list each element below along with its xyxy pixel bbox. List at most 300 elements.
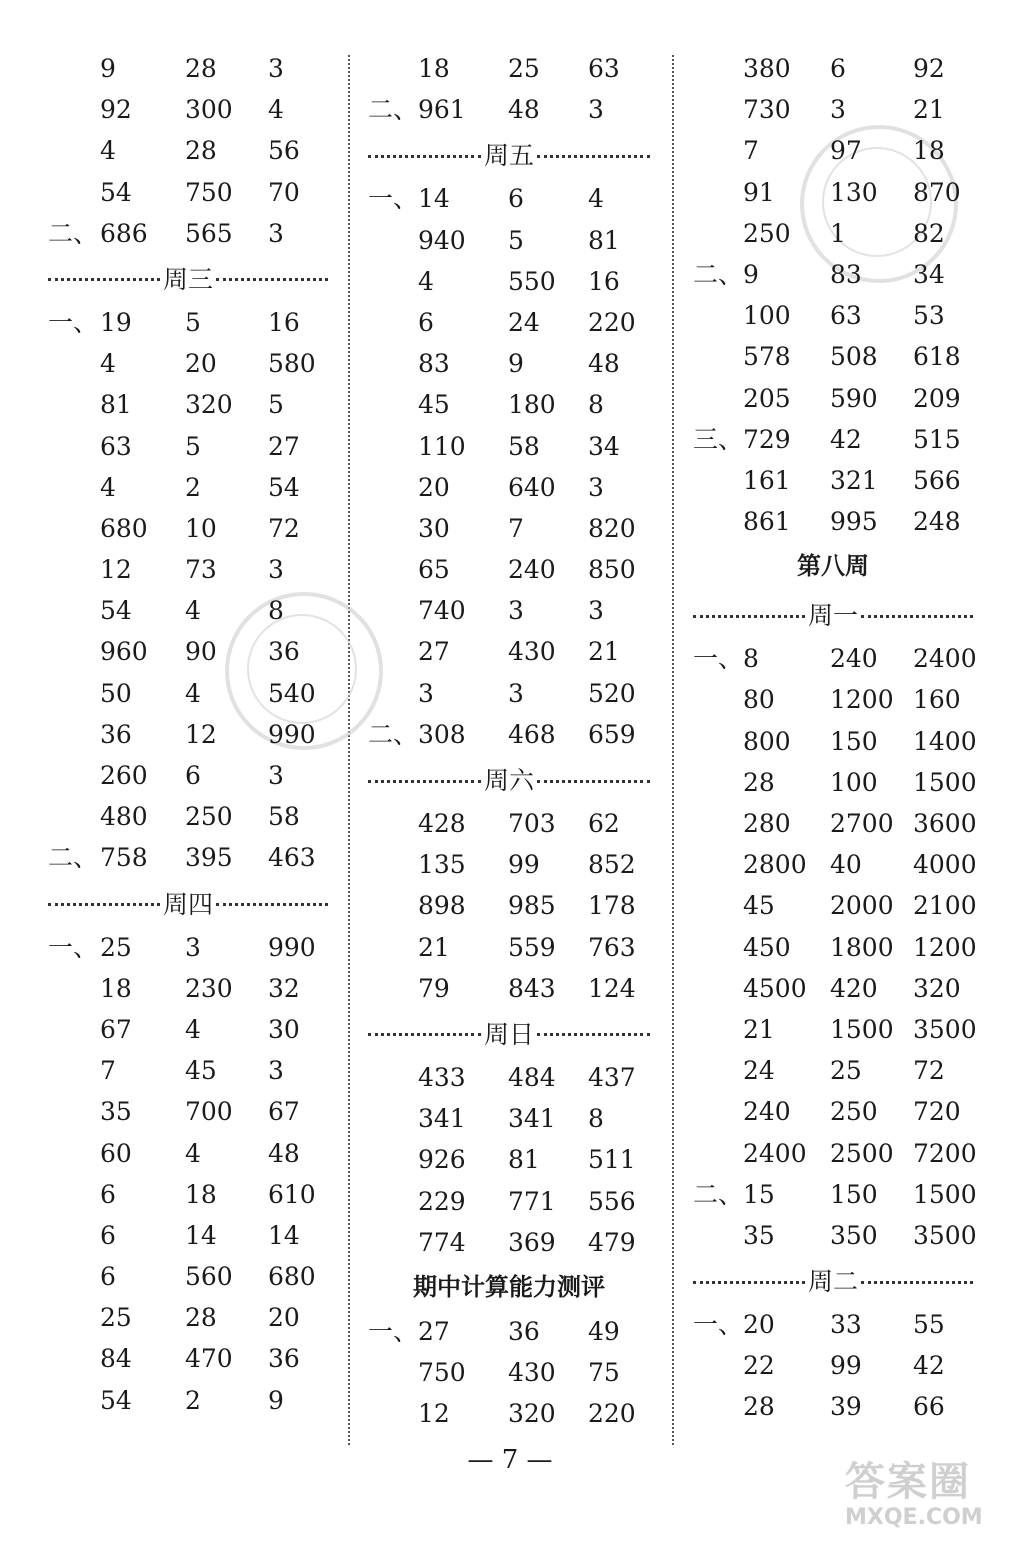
answer-value: 6 — [418, 307, 434, 337]
answer-row — [693, 1386, 973, 1427]
question-label: 二、 — [48, 843, 99, 873]
answer-row — [368, 1222, 650, 1263]
answer-value: 84 — [100, 1344, 132, 1374]
answer-value: 16 — [588, 266, 620, 296]
answer-value: 3600 — [913, 809, 977, 838]
question-label: 二、 — [368, 719, 419, 749]
answer-value: 60 — [100, 1138, 132, 1168]
answer-value: 7 — [743, 136, 759, 166]
answer-value: 820 — [588, 513, 636, 543]
answer-value: 511 — [588, 1145, 636, 1175]
answer-row — [368, 1393, 650, 1434]
answer-value: 680 — [268, 1262, 316, 1292]
answer-row — [368, 426, 650, 467]
answer-value: 3 — [418, 678, 434, 708]
dotted-leader — [368, 1033, 481, 1036]
dotted-leader — [693, 1281, 805, 1284]
answer-row — [368, 673, 650, 714]
answer-value: 36 — [268, 1344, 300, 1374]
answer-value: 28 — [185, 1303, 217, 1333]
answer-value: 36 — [268, 637, 300, 667]
question-label: 一、 — [48, 932, 99, 962]
answer-value: 320 — [185, 390, 233, 420]
answer-value: 680 — [100, 513, 148, 543]
answer-row — [693, 803, 977, 844]
answer-value: 18 — [100, 973, 132, 1003]
answer-value: 27 — [418, 637, 450, 667]
answer-value: 97 — [830, 136, 862, 166]
answer-value: 160 — [913, 685, 961, 715]
answer-row — [48, 927, 328, 968]
answer-value: 240 — [830, 644, 878, 674]
dotted-leader — [537, 155, 650, 158]
answer-value: 180 — [508, 390, 556, 420]
answer-row — [368, 48, 650, 89]
answer-row — [693, 419, 973, 460]
answer-row — [368, 1311, 650, 1352]
answer-value: 20 — [418, 472, 450, 502]
dotted-leader — [693, 615, 805, 618]
answer-value: 7 — [100, 1056, 116, 1086]
answer-value: 240 — [743, 1097, 791, 1127]
answer-value: 16 — [268, 307, 300, 337]
answer-row — [368, 927, 650, 968]
answer-value: 480 — [100, 802, 148, 832]
section-title: 周三 — [163, 264, 214, 294]
section-title: 周一 — [808, 601, 859, 631]
page-number: — 7 — — [467, 1445, 553, 1475]
answer-row — [368, 590, 650, 631]
answer-value: 590 — [830, 383, 878, 413]
answer-value: 4 — [418, 266, 434, 296]
answer-value: 321 — [830, 465, 878, 495]
answer-value: 45 — [185, 1056, 217, 1086]
answer-value: 1200 — [913, 932, 977, 962]
answer-row — [368, 467, 650, 508]
answer-row — [48, 549, 328, 590]
answer-value: 62 — [588, 809, 620, 838]
answer-value: 720 — [913, 1097, 961, 1127]
answer-value: 428 — [418, 809, 466, 838]
answer-value: 5 — [185, 431, 201, 461]
answer-value: 36 — [100, 719, 132, 749]
answer-value: 54 — [100, 1385, 132, 1415]
answer-value: 14 — [418, 184, 450, 214]
answer-row — [693, 968, 973, 1009]
answer-value: 12 — [418, 1399, 450, 1429]
answer-value: 19 — [100, 307, 132, 337]
answer-row — [48, 302, 328, 343]
answer-value: 124 — [588, 973, 636, 1003]
answer-value: 940 — [418, 225, 466, 255]
answer-row — [368, 384, 650, 425]
answer-row — [48, 1380, 328, 1421]
answer-row — [48, 1009, 328, 1050]
answer-value: 9 — [268, 1385, 284, 1415]
answer-value: 898 — [418, 891, 466, 921]
answer-value: 230 — [185, 973, 233, 1003]
answer-value: 2 — [185, 1385, 201, 1415]
answer-row — [48, 1338, 328, 1379]
answer-value: 1500 — [913, 1179, 977, 1209]
answer-value: 36 — [508, 1316, 540, 1346]
question-label: 二、 — [693, 259, 744, 289]
answer-value: 4000 — [913, 850, 977, 880]
answer-value: 430 — [508, 637, 556, 667]
answer-value: 280 — [743, 809, 791, 838]
answer-row — [693, 885, 977, 926]
answer-value: 703 — [508, 809, 556, 838]
dotted-leader — [368, 155, 481, 158]
answer-value: 92 — [100, 95, 132, 125]
answer-row — [368, 803, 650, 844]
answer-value: 8 — [588, 1104, 604, 1134]
answer-row — [368, 968, 650, 1009]
answer-value: 70 — [268, 177, 300, 207]
answer-row — [693, 844, 977, 885]
answer-value: 843 — [508, 973, 556, 1003]
answer-value: 10 — [185, 513, 217, 543]
answer-value: 565 — [185, 218, 233, 248]
answer-value: 6 — [830, 54, 846, 83]
answer-value: 1800 — [830, 932, 894, 962]
answer-row — [48, 837, 328, 878]
answer-row — [368, 1181, 650, 1222]
answer-value: 30 — [268, 1014, 300, 1044]
answer-value: 550 — [508, 266, 556, 296]
answer-value: 4 — [100, 136, 116, 166]
answer-value: 56 — [268, 136, 300, 166]
answer-row — [368, 89, 650, 130]
answer-value: 2000 — [830, 891, 894, 921]
answer-value: 850 — [588, 555, 636, 585]
answer-value: 2 — [185, 472, 201, 502]
answer-value: 3 — [588, 472, 604, 502]
answer-value: 81 — [508, 1145, 540, 1175]
answer-row — [368, 844, 650, 885]
answer-value: 2500 — [830, 1138, 894, 1168]
answer-value: 21 — [743, 1014, 775, 1044]
answer-value: 92 — [913, 54, 945, 83]
answer-value: 3 — [268, 761, 284, 790]
answer-value: 3 — [268, 218, 284, 248]
answer-value: 730 — [743, 95, 791, 125]
answer-value: 4500 — [743, 973, 807, 1003]
answer-value: 380 — [743, 54, 791, 83]
answer-value: 27 — [418, 1316, 450, 1346]
answer-value: 5 — [268, 390, 284, 420]
answer-value: 25 — [100, 932, 132, 962]
answer-value: 63 — [588, 54, 620, 83]
answer-value: 6 — [100, 1179, 116, 1209]
answer-value: 369 — [508, 1227, 556, 1257]
answer-value: 248 — [913, 507, 961, 537]
answer-value: 25 — [508, 54, 540, 83]
answer-row — [693, 48, 973, 89]
answer-value: 130 — [830, 177, 878, 207]
answer-row — [693, 1009, 977, 1050]
answer-value: 800 — [743, 726, 791, 756]
answer-value: 6 — [185, 761, 201, 790]
answer-row — [693, 1091, 973, 1132]
answer-value: 58 — [508, 431, 540, 461]
block-title: 第八周 — [797, 552, 869, 581]
answer-row — [693, 927, 977, 968]
answer-row — [693, 460, 973, 501]
answer-value: 3500 — [913, 1220, 977, 1250]
answer-row — [368, 1057, 650, 1098]
answer-value: 2400 — [913, 644, 977, 674]
section-title: 周二 — [808, 1267, 859, 1297]
answer-value: 926 — [418, 1145, 466, 1175]
answer-value: 861 — [743, 507, 791, 537]
answer-value: 30 — [418, 513, 450, 543]
answer-value: 150 — [830, 1179, 878, 1209]
answer-row — [693, 130, 973, 171]
answer-value: 25 — [830, 1056, 862, 1086]
answer-value: 81 — [100, 390, 132, 420]
answer-value: 3 — [268, 555, 284, 585]
answer-value: 18 — [185, 1179, 217, 1209]
answer-value: 578 — [743, 342, 791, 372]
answer-row — [48, 172, 328, 213]
answer-value: 560 — [185, 1262, 233, 1292]
answer-value: 90 — [185, 637, 217, 667]
answer-value: 54 — [100, 177, 132, 207]
answer-value: 961 — [418, 95, 466, 125]
answer-value: 463 — [268, 843, 316, 873]
answer-value: 740 — [418, 596, 466, 626]
dotted-leader — [861, 615, 973, 618]
answer-value: 640 — [508, 472, 556, 502]
answer-row — [48, 426, 328, 467]
answer-value: 99 — [508, 850, 540, 880]
answer-value: 99 — [830, 1351, 862, 1381]
answer-value: 771 — [508, 1186, 556, 1216]
answer-value: 67 — [100, 1014, 132, 1044]
answer-value: 5 — [185, 307, 201, 337]
answer-row — [368, 178, 650, 219]
answer-value: 450 — [743, 932, 791, 962]
answer-value: 3 — [588, 95, 604, 125]
answer-value: 580 — [268, 349, 316, 379]
answer-value: 161 — [743, 465, 791, 495]
answer-value: 870 — [913, 177, 961, 207]
answer-row — [48, 130, 328, 171]
answer-value: 67 — [268, 1097, 300, 1127]
answer-value: 8 — [743, 644, 759, 674]
answer-value: 395 — [185, 843, 233, 873]
answer-value: 12 — [185, 719, 217, 749]
answer-row — [693, 501, 973, 542]
answer-value: 9 — [743, 259, 759, 289]
answer-value: 42 — [830, 424, 862, 454]
answer-column-3 — [693, 48, 977, 1428]
answer-value: 540 — [268, 678, 316, 708]
answer-value: 618 — [913, 342, 961, 372]
column-divider-2 — [672, 55, 674, 1445]
answer-value: 470 — [185, 1344, 233, 1374]
answer-value: 8 — [268, 596, 284, 626]
answer-value: 82 — [913, 218, 945, 248]
answer-value: 763 — [588, 932, 636, 962]
answer-row — [693, 721, 977, 762]
answer-value: 110 — [418, 431, 466, 461]
answer-value: 28 — [185, 54, 217, 83]
answer-value: 20 — [268, 1303, 300, 1333]
answer-value: 4 — [588, 184, 604, 214]
answer-value: 100 — [830, 767, 878, 797]
answer-value: 520 — [588, 678, 636, 708]
answer-value: 1 — [830, 218, 846, 248]
answer-value: 700 — [185, 1097, 233, 1127]
answer-value: 6 — [100, 1220, 116, 1250]
answer-value: 4 — [185, 1014, 201, 1044]
question-label: 二、 — [368, 95, 419, 125]
answer-value: 28 — [743, 767, 775, 797]
answer-value: 21 — [913, 95, 945, 125]
question-label: 一、 — [368, 1316, 419, 1346]
answer-value: 4 — [185, 1138, 201, 1168]
answer-value: 437 — [588, 1062, 636, 1092]
answer-value: 24 — [743, 1056, 775, 1086]
answer-row — [693, 89, 973, 130]
section-header — [368, 755, 650, 803]
answer-row — [693, 762, 977, 803]
answer-row — [48, 1091, 328, 1132]
answer-value: 240 — [508, 555, 556, 585]
answer-value: 72 — [913, 1056, 945, 1086]
answer-value: 4 — [185, 596, 201, 626]
answer-value: 3 — [268, 1056, 284, 1086]
answer-value: 65 — [418, 555, 450, 585]
answer-row — [368, 343, 650, 384]
answer-value: 20 — [185, 349, 217, 379]
answer-value: 33 — [830, 1310, 862, 1340]
answer-value: 39 — [830, 1392, 862, 1422]
dotted-leader — [216, 278, 328, 281]
answer-row — [368, 631, 650, 672]
answer-value: 4 — [100, 349, 116, 379]
answer-value: 83 — [830, 259, 862, 289]
answer-value: 2800 — [743, 850, 807, 880]
answer-value: 18 — [913, 136, 945, 166]
question-label: 二、 — [48, 218, 99, 248]
answer-value: 484 — [508, 1062, 556, 1092]
site-watermark — [845, 1460, 1020, 1544]
section-title: 周四 — [163, 889, 214, 919]
section-header — [368, 130, 650, 178]
answer-value: 990 — [268, 719, 316, 749]
answer-value: 35 — [743, 1220, 775, 1250]
answer-value: 6 — [100, 1262, 116, 1292]
answer-value: 100 — [743, 301, 791, 331]
answer-row — [693, 1133, 977, 1174]
answer-value: 54 — [100, 596, 132, 626]
answer-value: 350 — [830, 1220, 878, 1250]
answer-value: 250 — [185, 802, 233, 832]
answer-row — [368, 885, 650, 926]
answer-value: 14 — [268, 1220, 300, 1250]
answer-value: 48 — [508, 95, 540, 125]
question-label: 一、 — [48, 307, 99, 337]
answer-value: 22 — [743, 1351, 775, 1381]
answer-value: 559 — [508, 932, 556, 962]
answer-value: 430 — [508, 1358, 556, 1388]
answer-value: 220 — [588, 1399, 636, 1429]
answer-value: 556 — [588, 1186, 636, 1216]
answer-value: 209 — [913, 383, 961, 413]
answer-value: 3500 — [913, 1014, 977, 1044]
section-header — [693, 1256, 973, 1304]
answer-value: 27 — [268, 431, 300, 461]
answer-value: 45 — [743, 891, 775, 921]
answer-row — [693, 1215, 977, 1256]
answer-row — [48, 1256, 328, 1297]
answer-value: 9 — [508, 349, 524, 379]
answer-value: 229 — [418, 1186, 466, 1216]
answer-row — [48, 755, 328, 796]
answer-value: 2400 — [743, 1138, 807, 1168]
answer-column-2 — [368, 48, 650, 1434]
answer-row — [693, 295, 973, 336]
answer-value: 300 — [185, 95, 233, 125]
answer-row — [48, 89, 328, 130]
answer-value: 729 — [743, 424, 791, 454]
answer-row — [48, 631, 328, 672]
answer-row — [48, 343, 328, 384]
answer-value: 7 — [508, 513, 524, 543]
answer-value: 995 — [830, 507, 878, 537]
answer-row — [368, 508, 650, 549]
answer-value: 3 — [185, 932, 201, 962]
answer-value: 54 — [268, 472, 300, 502]
answer-value: 659 — [588, 719, 636, 749]
answer-value: 260 — [100, 761, 148, 790]
question-label: 一、 — [693, 1310, 744, 1340]
answer-value: 72 — [268, 513, 300, 543]
answer-value: 1500 — [913, 767, 977, 797]
answer-row — [368, 261, 650, 302]
answer-value: 53 — [913, 301, 945, 331]
answer-value: 750 — [418, 1358, 466, 1388]
watermark-url: MXQE.COM — [845, 1505, 983, 1530]
section-title: 周日 — [484, 1019, 535, 1049]
answer-value: 1400 — [913, 726, 977, 756]
answer-value: 35 — [100, 1097, 132, 1127]
answer-value: 990 — [268, 932, 316, 962]
answer-value: 433 — [418, 1062, 466, 1092]
answer-value: 21 — [418, 932, 450, 962]
answer-value: 1200 — [830, 685, 894, 715]
answer-value: 14 — [185, 1220, 217, 1250]
answer-value: 83 — [418, 349, 450, 379]
answer-value: 8 — [588, 390, 604, 420]
answer-value: 34 — [913, 259, 945, 289]
answer-value: 7200 — [913, 1138, 977, 1168]
dotted-leader — [48, 278, 160, 281]
answer-value: 852 — [588, 850, 636, 880]
question-label: 二、 — [693, 1179, 744, 1209]
answer-row — [48, 796, 328, 837]
dotted-leader — [537, 1033, 650, 1036]
section-header — [48, 254, 328, 302]
answer-row — [368, 302, 650, 343]
answer-value: 960 — [100, 637, 148, 667]
answer-row — [368, 714, 650, 755]
answer-value: 49 — [588, 1316, 620, 1346]
section-header — [368, 1009, 650, 1057]
